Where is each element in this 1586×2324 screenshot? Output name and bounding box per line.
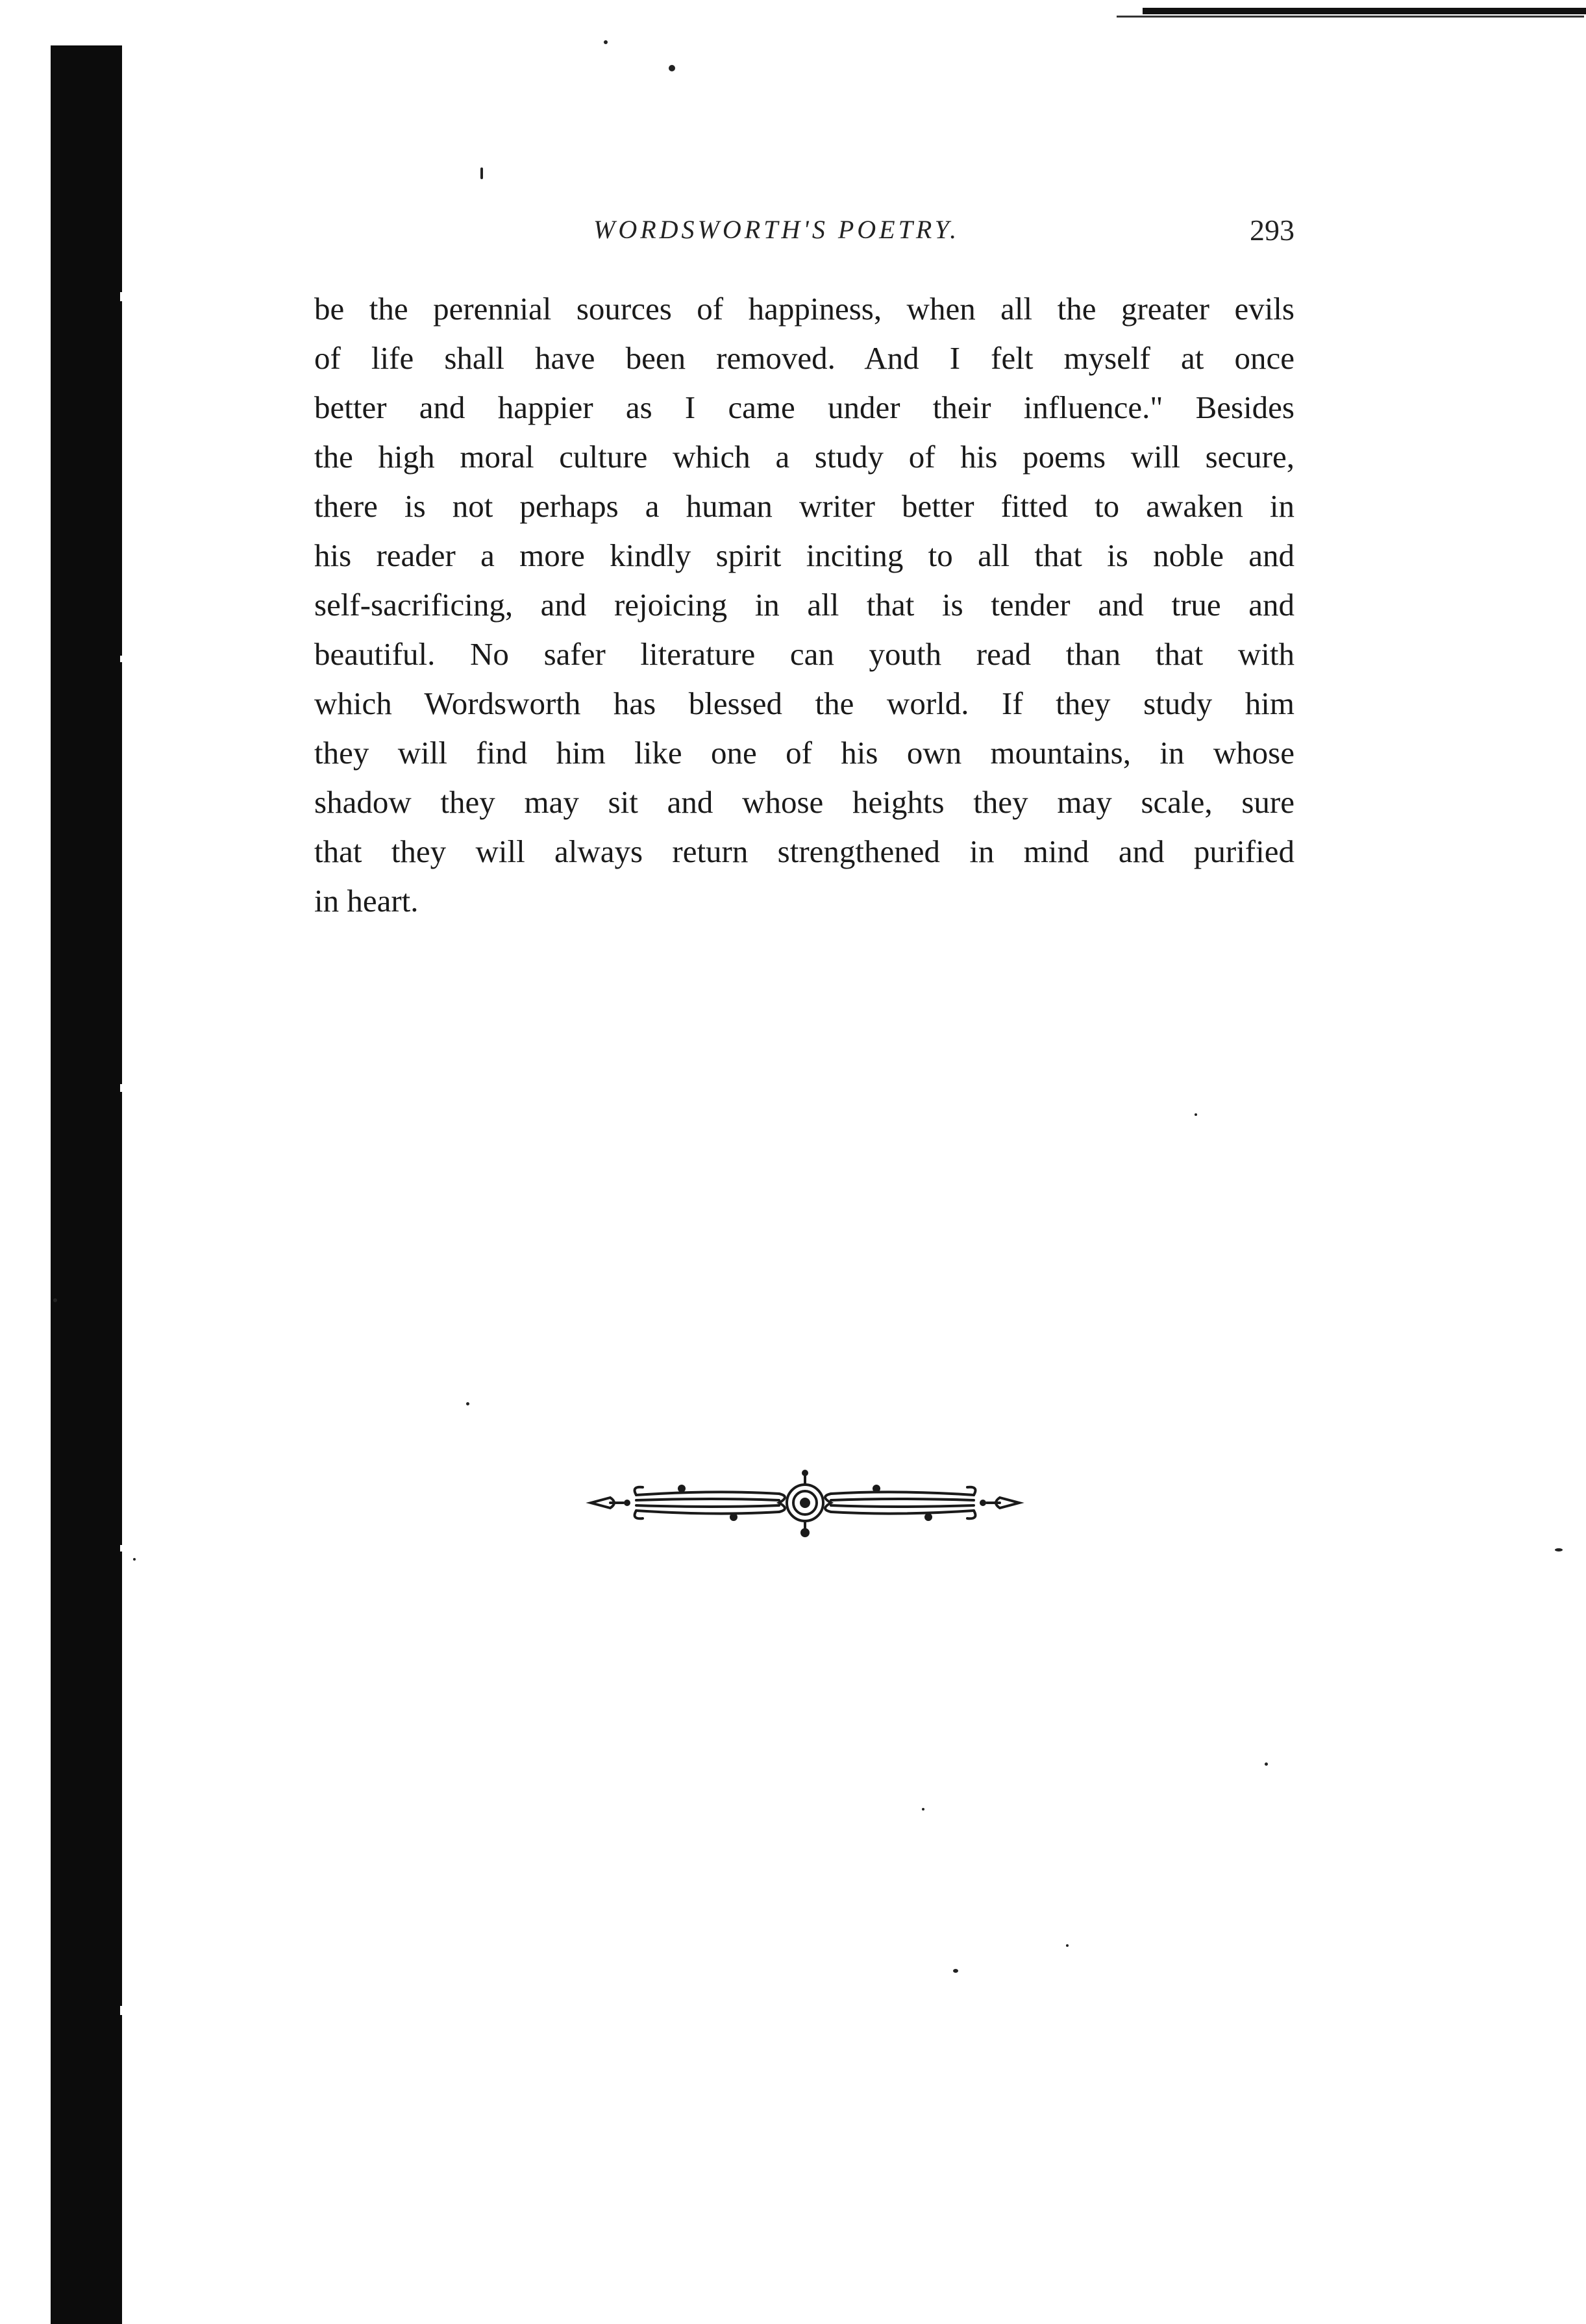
speck <box>53 1298 57 1302</box>
speck <box>480 167 483 179</box>
body-paragraph <box>314 284 1295 926</box>
running-head <box>314 214 1295 253</box>
speck <box>953 1969 958 1973</box>
text-line: the high moral culture which a study of his poems will secure, <box>314 439 1295 475</box>
text-line: there is not perhaps a human writer better fitted to awaken in <box>314 488 1295 524</box>
text-line: in heart. <box>314 883 419 919</box>
text-line: of life shall have been removed. And I felt myself at once <box>314 340 1295 376</box>
page-number: 293 <box>1250 214 1295 247</box>
speck <box>1265 1762 1268 1766</box>
speck <box>1555 1548 1563 1551</box>
speck <box>1066 1944 1069 1947</box>
speck <box>466 1402 469 1405</box>
speck <box>604 40 608 44</box>
text-line: that they will always return strengthened in mind and purified <box>314 834 1295 869</box>
text-line: better and happier as I came under their influence." Besides <box>314 389 1295 425</box>
running-title: WORDSWORTH'S POETRY. <box>593 215 960 244</box>
binding-edge <box>51 45 122 2324</box>
speck <box>669 65 675 71</box>
text-line: beautiful. No safer literature can youth read than that with <box>314 636 1295 672</box>
text-line: self-sacrificing, and rejoicing in all that is tender and true and <box>314 587 1295 623</box>
speck <box>922 1808 924 1811</box>
top-rule-thin <box>1117 16 1584 18</box>
text-line: they will find him like one of his own mountains, in whose <box>314 735 1295 771</box>
text-line: shadow they may sit and whose heights they may scale, sure <box>314 784 1295 820</box>
speck <box>133 1558 136 1561</box>
top-rule <box>1143 8 1586 14</box>
decorative-tailpiece-icon <box>584 1464 1026 1542</box>
text-line: which Wordsworth has blessed the world. If they study him <box>314 686 1295 721</box>
speck <box>1195 1113 1197 1116</box>
text-line: be the perennial sources of happiness, when all the greater evils <box>314 291 1295 327</box>
text-line: his reader a more kindly spirit inciting to all that is noble and <box>314 538 1295 573</box>
